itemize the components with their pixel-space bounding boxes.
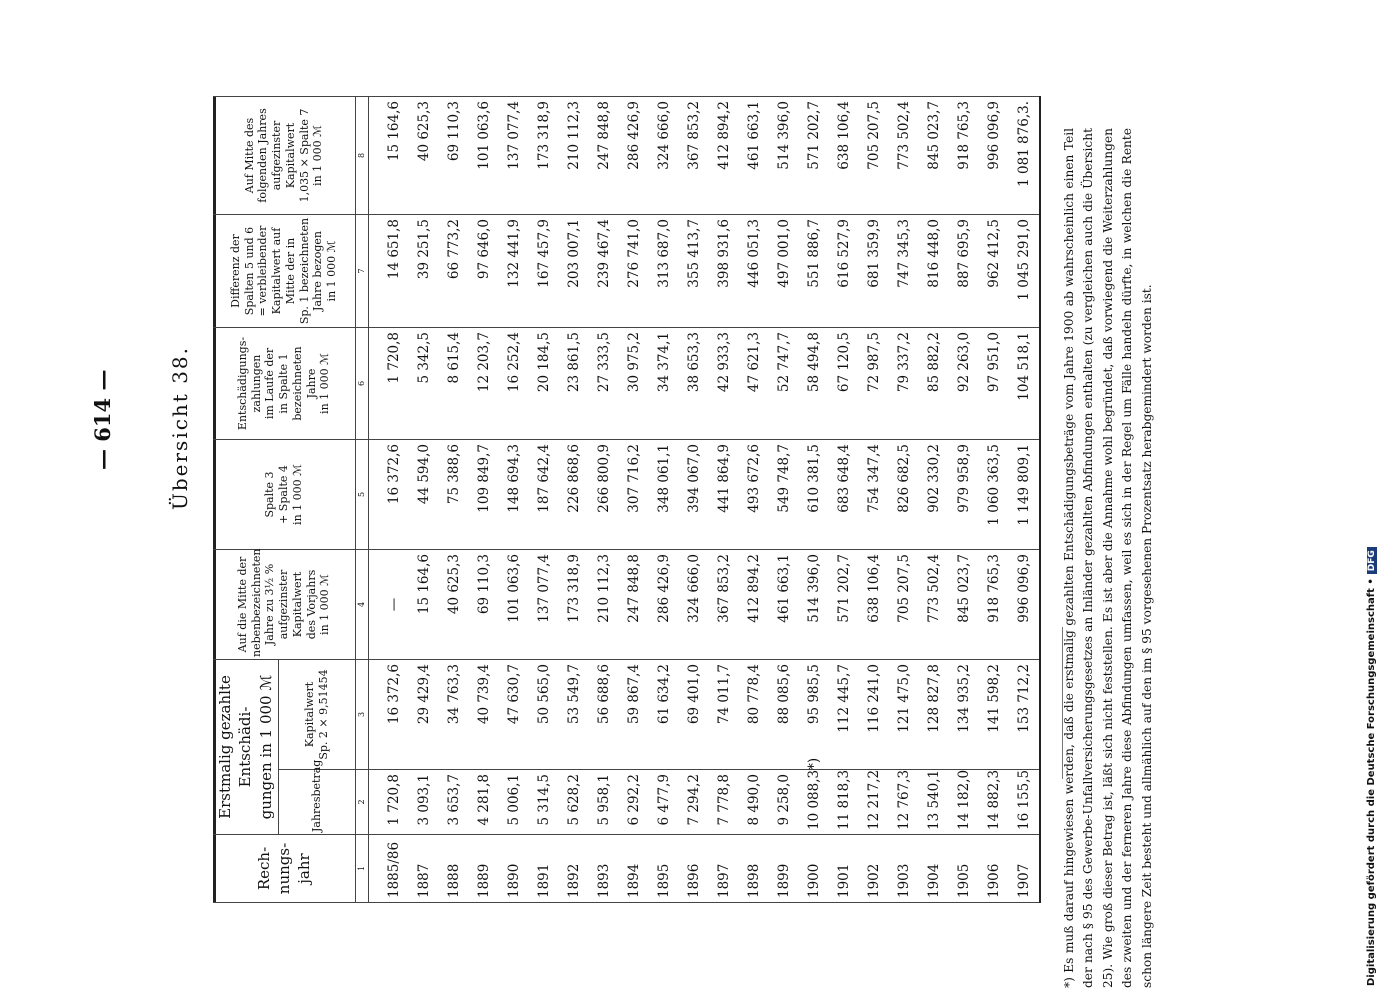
value-cell: 514 396,0 [769,97,799,215]
value-cell: 40 625,3 [439,550,469,660]
value-cell: 571 202,7 [829,550,859,660]
value-cell: 979 958,9 [949,440,979,550]
value-cell: 40 625,3 [409,97,439,215]
table-row [619,97,649,903]
value-cell: 173 318,9 [559,550,589,660]
value-cell: 53 549,7 [559,660,589,770]
value-cell: 324 666,0 [649,97,679,215]
value-cell: 97 646,0 [469,215,499,328]
value-cell: 101 063,6 [469,97,499,215]
value-cell: 61 634,2 [649,660,679,770]
value-cell: 4 281,8 [469,770,499,835]
table-row [439,97,469,903]
value-cell: 367 853,2 [709,550,739,660]
value-cell: 80 778,4 [739,660,769,770]
value-cell: 47 621,3 [739,328,769,440]
value-cell: 72 987,5 [859,328,889,440]
table-row [769,97,799,903]
header-col-3: Kapitalwert Sp. 2 × 9,51454 [278,660,355,770]
value-cell: 5 958,1 [589,770,619,835]
value-cell: 42 933,3 [709,328,739,440]
value-cell: 47 630,7 [499,660,529,770]
value-cell: 52 747,7 [769,328,799,440]
year-cell: 1895 [649,835,679,903]
header-col-8: Auf Mitte des folgenden Jahres aufgezinster Kapitalwert 1,035 × Spalte 7 in 1 000 ℳ [213,97,355,215]
table-row [1009,97,1040,903]
year-cell: 1890 [499,835,529,903]
header-col-7: Differenz der Spalten 5 und 6 = verbleibender Kapitalwert auf Mitte der in Sp. 1 bezeichneten Jahre bezogen in 1 000 ℳ [213,215,355,328]
value-cell: 276 741,0 [619,215,649,328]
value-cell: 85 882,2 [919,328,949,440]
value-cell: 14 882,3 [979,770,1009,835]
value-cell: 66 773,2 [439,215,469,328]
value-cell: 348 061,1 [649,440,679,550]
value-cell: 367 853,2 [679,97,709,215]
value-cell: 38 653,3 [679,328,709,440]
value-cell: 845 023,7 [919,97,949,215]
value-cell: 58 494,8 [799,328,829,440]
table-row [799,97,829,903]
value-cell: 167 457,9 [529,215,559,328]
value-cell: 705 207,5 [859,97,889,215]
value-cell: 141 598,2 [979,660,1009,770]
table-row [368,97,409,903]
value-cell: 5 628,2 [559,770,589,835]
value-cell: 12 203,7 [469,328,499,440]
value-cell: 551 886,7 [799,215,829,328]
value-cell: 69 110,3 [439,97,469,215]
header-first-paid-group: Erstmalig gezahlte Entschädi- gungen in 1 000 ℳ [213,660,278,835]
value-cell: 307 716,2 [619,440,649,550]
year-cell: 1905 [949,835,979,903]
value-cell: 59 867,4 [619,660,649,770]
value-cell: 16 155,5 [1009,770,1040,835]
value-cell: 446 051,3 [739,215,769,328]
table-row [859,97,889,903]
table-container [213,97,1032,903]
value-cell: 773 502,4 [889,97,919,215]
year-cell: 1888 [439,835,469,903]
year-cell: 1901 [829,835,859,903]
value-cell: 461 663,1 [739,97,769,215]
header-col-4: Auf die Mitte der nebenbezeichneten Jahre zu 3½ % aufgezinster Kapitalwert des Vorjahrs in 1 000 ℳ [213,550,355,660]
value-cell: 996 096,9 [979,97,1009,215]
header-col-5: Spalte 3 + Spalte 4 in 1 000 ℳ [213,440,355,550]
value-cell: 56 688,6 [589,660,619,770]
value-cell: 92 263,0 [949,328,979,440]
value-cell: 6 292,2 [619,770,649,835]
value-cell: 441 864,9 [709,440,739,550]
value-cell: 887 695,9 [949,215,979,328]
column-number: 8 [355,97,368,215]
value-cell: 6 477,9 [649,770,679,835]
year-cell: 1903 [889,835,919,903]
footnote [1060,128,1157,988]
table-title: Übersicht 38. [168,346,192,510]
value-cell: 497 001,0 [769,215,799,328]
value-cell: 3 093,1 [409,770,439,835]
value-cell: 39 251,5 [409,215,439,328]
value-cell: 571 202,7 [799,97,829,215]
value-cell: 15 164,6 [409,550,439,660]
table-row [739,97,769,903]
value-cell: 16 252,4 [499,328,529,440]
year-cell: 1893 [589,835,619,903]
value-cell: 7 778,8 [709,770,739,835]
value-cell: 816 448,0 [919,215,949,328]
year-cell: 1892 [559,835,589,903]
value-cell: 88 085,6 [769,660,799,770]
year-cell: 1898 [739,835,769,903]
value-cell: 1 060 363,5 [979,440,1009,550]
table-row [889,97,919,903]
value-cell: 75 388,6 [439,440,469,550]
page-number: — 614 — [90,369,115,470]
value-cell: — [368,550,409,660]
year-cell: 1904 [919,835,949,903]
value-cell: 10 088,3*) [799,770,829,835]
column-number: 3 [355,660,368,770]
table-row [829,97,859,903]
value-cell: 16 372,6 [368,440,409,550]
value-cell: 8 490,0 [739,770,769,835]
header-year: Rech- nungs- jahr [213,835,355,903]
value-cell: 134 935,2 [949,660,979,770]
column-number: 7 [355,215,368,328]
value-cell: 148 694,3 [499,440,529,550]
value-cell: 610 381,5 [799,440,829,550]
value-cell: 27 333,5 [589,328,619,440]
value-cell: 5 314,5 [529,770,559,835]
value-cell: 29 429,4 [409,660,439,770]
value-cell: 286 426,9 [619,97,649,215]
value-cell: 34 763,3 [439,660,469,770]
year-cell: 1889 [469,835,499,903]
column-number: 4 [355,550,368,660]
value-cell: 30 975,2 [619,328,649,440]
column-number: 5 [355,440,368,550]
value-cell: 20 184,5 [529,328,559,440]
value-cell: 461 663,1 [769,550,799,660]
table-row [469,97,499,903]
year-cell: 1900 [799,835,829,903]
value-cell: 493 672,6 [739,440,769,550]
header-col-2: Jahresbetrag [278,770,355,835]
table-row [499,97,529,903]
value-cell: 5 006,1 [499,770,529,835]
table-row [589,97,619,903]
value-cell: 549 748,7 [769,440,799,550]
year-cell: 1902 [859,835,889,903]
value-cell: 705 207,5 [889,550,919,660]
statistics-table [213,96,1041,903]
value-cell: 13 540,1 [919,770,949,835]
value-cell: 8 615,4 [439,328,469,440]
value-cell: 638 106,4 [859,550,889,660]
column-number: 2 [355,770,368,835]
table-row [919,97,949,903]
value-cell: 412 894,2 [739,550,769,660]
value-cell: 918 765,3 [949,97,979,215]
digitization-banner [1366,547,1377,986]
value-cell: 67 120,5 [829,328,859,440]
value-cell: 95 985,5 [799,660,829,770]
value-cell: 962 412,5 [979,215,1009,328]
value-cell: 266 800,9 [589,440,619,550]
year-cell: 1891 [529,835,559,903]
value-cell: 14 651,8 [368,215,409,328]
value-cell: 3 653,7 [439,770,469,835]
value-cell: 918 765,3 [979,550,1009,660]
value-cell: 754 347,4 [859,440,889,550]
value-cell: 286 426,9 [649,550,679,660]
value-cell: 12 217,2 [859,770,889,835]
value-cell: 116 241,0 [859,660,889,770]
value-cell: 121 475,0 [889,660,919,770]
year-cell: 1897 [709,835,739,903]
value-cell: 132 441,9 [499,215,529,328]
value-cell: 97 951,0 [979,328,1009,440]
value-cell: 996 096,9 [1009,550,1040,660]
year-cell: 1885/86 [368,835,409,903]
value-cell: 69 110,3 [469,550,499,660]
value-cell: 239 467,4 [589,215,619,328]
year-cell: 1899 [769,835,799,903]
value-cell: 826 682,5 [889,440,919,550]
header-col-6: Entschädigungs- zahlungen im Laufe der in Spalte 1 bezeichneten Jahre in 1 000 ℳ [213,328,355,440]
value-cell: 5 342,5 [409,328,439,440]
value-cell: 747 345,3 [889,215,919,328]
value-cell: 681 359,9 [859,215,889,328]
value-cell: 355 413,7 [679,215,709,328]
value-cell: 109 849,7 [469,440,499,550]
value-cell: 50 565,0 [529,660,559,770]
column-number: 1 [355,835,368,903]
value-cell: 1 045 291,0 [1009,215,1040,328]
table-row [529,97,559,903]
value-cell: 247 848,8 [619,550,649,660]
value-cell: 398 931,6 [709,215,739,328]
value-cell: 845 023,7 [949,550,979,660]
value-cell: 773 502,4 [919,550,949,660]
value-cell: 394 067,0 [679,440,709,550]
year-cell: 1887 [409,835,439,903]
value-cell: 313 687,0 [649,215,679,328]
table-row [409,97,439,903]
table-row [979,97,1009,903]
value-cell: 44 594,0 [409,440,439,550]
value-cell: 74 011,7 [709,660,739,770]
value-cell: 187 642,4 [529,440,559,550]
value-cell: 514 396,0 [799,550,829,660]
value-cell: 324 666,0 [679,550,709,660]
value-cell: 203 007,1 [559,215,589,328]
value-cell: 128 827,8 [919,660,949,770]
column-number: 6 [355,328,368,440]
value-cell: 1 149 809,1 [1009,440,1040,550]
value-cell: 1 081 876,3. [1009,97,1040,215]
value-cell: 101 063,6 [499,550,529,660]
value-cell: 79 337,2 [889,328,919,440]
value-cell: 210 112,3 [589,550,619,660]
value-cell: 11 818,3 [829,770,859,835]
table-row [679,97,709,903]
year-cell: 1896 [679,835,709,903]
value-cell: 15 164,6 [368,97,409,215]
value-cell: 247 848,8 [589,97,619,215]
year-cell: 1906 [979,835,1009,903]
table-row [949,97,979,903]
value-cell: 16 372,6 [368,660,409,770]
value-cell: 112 445,7 [829,660,859,770]
value-cell: 7 294,2 [679,770,709,835]
value-cell: 14 182,0 [949,770,979,835]
value-cell: 137 077,4 [499,97,529,215]
table-row [709,97,739,903]
value-cell: 1 720,8 [368,328,409,440]
value-cell: 34 374,1 [649,328,679,440]
value-cell: 226 868,6 [559,440,589,550]
value-cell: 12 767,3 [889,770,919,835]
value-cell: 638 106,4 [829,97,859,215]
banner-text: Digitalisierung gefördert durch die Deutsche Forschungsgemeinschaft • [1366,578,1377,986]
dfg-logo: DFG [1367,547,1377,574]
table-row [559,97,589,903]
value-cell: 104 518,1 [1009,328,1040,440]
table-row [649,97,679,903]
value-cell: 412 894,2 [709,97,739,215]
value-cell: 23 861,5 [559,328,589,440]
value-cell: 9 258,0 [769,770,799,835]
value-cell: 1 720,8 [368,770,409,835]
value-cell: 153 712,2 [1009,660,1040,770]
footnote-text: *) Es muß darauf hingewiesen werden, daß die erstmalig gezahlten Entschädigungsbeträge vom Jahre 1900 ab wahrscheinlich einen Teil der nach § 95 des Gewerbe-Unfallversicherungsgesetzes an Inländer gezahlten Abfindungen enthalten (zu vergleichen auch die Übersicht 25). Wie groß dieser Betrag ist, läßt sich nicht feststellen. Es ist aber die Annahme wohl begründet, daß vorwiegend die Weiterzahlungen des zweiten und der ferneren Jahre diese Abfindungen umfassen, weil es sich in der Regel um Fälle handeln dürfte, in welchen die Rente schon längere Zeit besteht und allmählich auf den im § 95 vorgesehenen Prozentsatz herabgemindert worden ist. [1062,128,1154,988]
value-cell: 69 401,0 [679,660,709,770]
value-cell: 173 318,9 [529,97,559,215]
value-cell: 683 648,4 [829,440,859,550]
value-cell: 616 527,9 [829,215,859,328]
value-cell: 902 330,2 [919,440,949,550]
value-cell: 137 077,4 [529,550,559,660]
year-cell: 1907 [1009,835,1040,903]
value-cell: 210 112,3 [559,97,589,215]
value-cell: 40 739,4 [469,660,499,770]
year-cell: 1894 [619,835,649,903]
